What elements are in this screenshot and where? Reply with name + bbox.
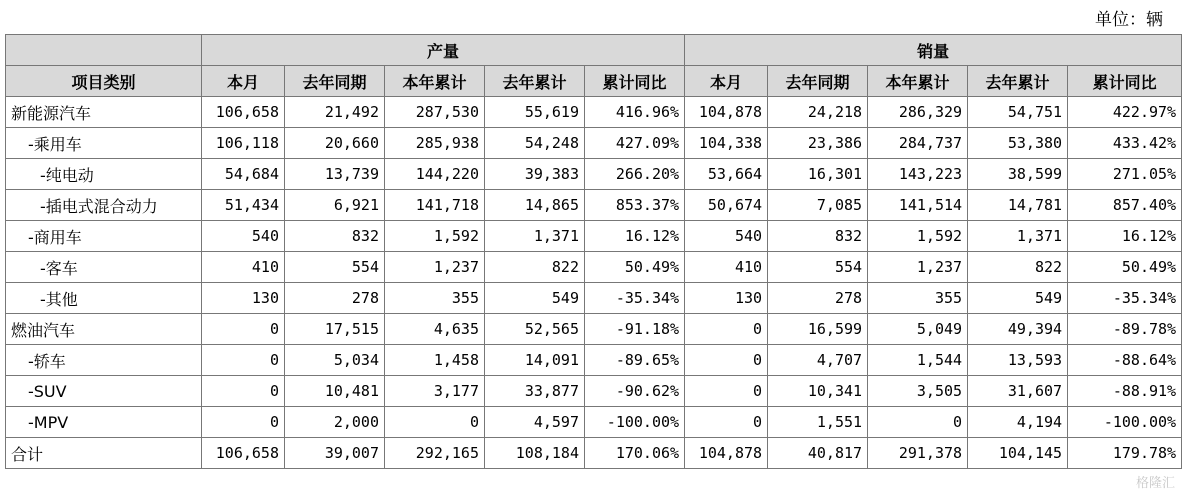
table-cell: 1,371 <box>968 221 1068 252</box>
table-cell: 104,878 <box>685 97 768 128</box>
table-cell: 822 <box>485 252 585 283</box>
table-cell: 16,301 <box>768 159 868 190</box>
table-cell: 433.42% <box>1068 128 1182 159</box>
table-cell: 355 <box>385 283 485 314</box>
table-cell: 3,177 <box>385 376 485 407</box>
column-header: 本年累计 <box>385 66 485 97</box>
table-cell: 0 <box>685 376 768 407</box>
sales-group-header: 销量 <box>685 35 1182 66</box>
table-row <box>6 345 1182 376</box>
table-row <box>6 128 1182 159</box>
column-header: 去年累计 <box>485 66 585 97</box>
row-label: 新能源汽车 <box>6 97 202 128</box>
table-cell: 5,049 <box>868 314 968 345</box>
table-cell: 54,684 <box>202 159 285 190</box>
table-cell: 39,007 <box>285 438 385 469</box>
table-cell: 104,145 <box>968 438 1068 469</box>
table-cell: 106,658 <box>202 97 285 128</box>
table-cell: 21,492 <box>285 97 385 128</box>
table-cell: 14,781 <box>968 190 1068 221</box>
production-group-header: 产量 <box>202 35 685 66</box>
table-cell: 278 <box>768 283 868 314</box>
column-header: 本月 <box>202 66 285 97</box>
table-cell: 822 <box>968 252 1068 283</box>
table-cell: 427.09% <box>585 128 685 159</box>
table-cell: 554 <box>768 252 868 283</box>
table-cell: 179.78% <box>1068 438 1182 469</box>
table-cell: 549 <box>968 283 1068 314</box>
table-cell: 549 <box>485 283 585 314</box>
table-cell: 20,660 <box>285 128 385 159</box>
production-sales-table <box>5 34 1182 469</box>
row-label: -商用车 <box>6 221 202 252</box>
unit-label: 单位：辆 <box>1095 10 1163 30</box>
table-cell: 141,514 <box>868 190 968 221</box>
table-cell: 0 <box>202 314 285 345</box>
table-cell: -35.34% <box>1068 283 1182 314</box>
table-cell: 54,248 <box>485 128 585 159</box>
row-label: -客车 <box>6 252 202 283</box>
table-cell: -88.91% <box>1068 376 1182 407</box>
table-cell: 17,515 <box>285 314 385 345</box>
table-cell: 285,938 <box>385 128 485 159</box>
table-cell: -100.00% <box>585 407 685 438</box>
table-cell: 39,383 <box>485 159 585 190</box>
table-cell: 416.96% <box>585 97 685 128</box>
table-body <box>6 97 1182 469</box>
table-row <box>6 97 1182 128</box>
table-cell: 0 <box>202 345 285 376</box>
table-cell: 53,380 <box>968 128 1068 159</box>
table-cell: 10,481 <box>285 376 385 407</box>
table-row <box>6 314 1182 345</box>
column-header: 本年累计 <box>868 66 968 97</box>
table-cell: 1,237 <box>385 252 485 283</box>
table-cell: 104,878 <box>685 438 768 469</box>
column-header: 累计同比 <box>585 66 685 97</box>
table-cell: 1,592 <box>385 221 485 252</box>
table-cell: 1,371 <box>485 221 585 252</box>
table-cell: 355 <box>868 283 968 314</box>
table-cell: 144,220 <box>385 159 485 190</box>
table-cell: 38,599 <box>968 159 1068 190</box>
table-cell: 0 <box>685 407 768 438</box>
row-label: 合计 <box>6 438 202 469</box>
table-cell: 106,118 <box>202 128 285 159</box>
table-cell: 10,341 <box>768 376 868 407</box>
column-header: 去年累计 <box>968 66 1068 97</box>
table-cell: 16.12% <box>585 221 685 252</box>
table-row <box>6 283 1182 314</box>
column-header: 去年同期 <box>285 66 385 97</box>
table-cell: -35.34% <box>585 283 685 314</box>
row-label: -纯电动 <box>6 159 202 190</box>
table-cell: 130 <box>685 283 768 314</box>
table-cell: 49,394 <box>968 314 1068 345</box>
table-row <box>6 438 1182 469</box>
table-cell: 292,165 <box>385 438 485 469</box>
table-cell: 271.05% <box>1068 159 1182 190</box>
table-cell: 7,085 <box>768 190 868 221</box>
table-cell: 0 <box>202 407 285 438</box>
group-header-row <box>6 35 1182 66</box>
row-label: -MPV <box>6 407 202 438</box>
table-cell: 5,034 <box>285 345 385 376</box>
table-cell: 287,530 <box>385 97 485 128</box>
table-row <box>6 252 1182 283</box>
table-cell: 4,635 <box>385 314 485 345</box>
table-cell: 0 <box>685 345 768 376</box>
table-cell: 832 <box>768 221 868 252</box>
table-cell: 0 <box>685 314 768 345</box>
table-cell: -91.18% <box>585 314 685 345</box>
table-cell: 141,718 <box>385 190 485 221</box>
table-cell: 50.49% <box>1068 252 1182 283</box>
table-cell: 554 <box>285 252 385 283</box>
table-cell: 1,544 <box>868 345 968 376</box>
table-cell: -90.62% <box>585 376 685 407</box>
table-cell: -100.00% <box>1068 407 1182 438</box>
table-row <box>6 159 1182 190</box>
table-cell: 50.49% <box>585 252 685 283</box>
row-label: -插电式混合动力 <box>6 190 202 221</box>
column-header-row <box>6 66 1182 97</box>
corner-cell <box>6 35 202 66</box>
table-cell: 0 <box>868 407 968 438</box>
table-cell: 14,865 <box>485 190 585 221</box>
row-label: 燃油汽车 <box>6 314 202 345</box>
table-cell: 291,378 <box>868 438 968 469</box>
table-cell: 33,877 <box>485 376 585 407</box>
table-cell: 16,599 <box>768 314 868 345</box>
table-cell: 1,237 <box>868 252 968 283</box>
row-label: -其他 <box>6 283 202 314</box>
column-header: 本月 <box>685 66 768 97</box>
table-cell: 0 <box>202 376 285 407</box>
table-cell: -88.64% <box>1068 345 1182 376</box>
table-cell: 410 <box>202 252 285 283</box>
table-cell: 284,737 <box>868 128 968 159</box>
table-cell: 0 <box>385 407 485 438</box>
table-cell: -89.65% <box>585 345 685 376</box>
table-row <box>6 221 1182 252</box>
table-cell: 1,592 <box>868 221 968 252</box>
table-cell: 422.97% <box>1068 97 1182 128</box>
table-cell: 23,386 <box>768 128 868 159</box>
table-cell: 55,619 <box>485 97 585 128</box>
table-cell: 1,551 <box>768 407 868 438</box>
table-cell: 540 <box>202 221 285 252</box>
category-header: 项目类别 <box>6 66 202 97</box>
table-cell: 31,607 <box>968 376 1068 407</box>
table-cell: 4,707 <box>768 345 868 376</box>
table-cell: 108,184 <box>485 438 585 469</box>
table-cell: 54,751 <box>968 97 1068 128</box>
table-cell: 24,218 <box>768 97 868 128</box>
table-cell: 1,458 <box>385 345 485 376</box>
table-row <box>6 376 1182 407</box>
table-cell: 13,739 <box>285 159 385 190</box>
column-header: 去年同期 <box>768 66 868 97</box>
table-cell: 170.06% <box>585 438 685 469</box>
table-cell: 853.37% <box>585 190 685 221</box>
table-cell: 3,505 <box>868 376 968 407</box>
table-cell: 410 <box>685 252 768 283</box>
table-cell: 278 <box>285 283 385 314</box>
table-row <box>6 407 1182 438</box>
table-cell: 4,597 <box>485 407 585 438</box>
table-cell: 40,817 <box>768 438 868 469</box>
table-cell: 13,593 <box>968 345 1068 376</box>
table-cell: 832 <box>285 221 385 252</box>
table-cell: 104,338 <box>685 128 768 159</box>
table-cell: 53,664 <box>685 159 768 190</box>
table-cell: 52,565 <box>485 314 585 345</box>
table-cell: 4,194 <box>968 407 1068 438</box>
watermark: 格隆汇 <box>1135 476 1175 491</box>
table-cell: 50,674 <box>685 190 768 221</box>
table-cell: 16.12% <box>1068 221 1182 252</box>
table-row <box>6 190 1182 221</box>
row-label: -乘用车 <box>6 128 202 159</box>
table-cell: 857.40% <box>1068 190 1182 221</box>
table-cell: 266.20% <box>585 159 685 190</box>
table-cell: 130 <box>202 283 285 314</box>
table-cell: 6,921 <box>285 190 385 221</box>
table-cell: 2,000 <box>285 407 385 438</box>
table-cell: 286,329 <box>868 97 968 128</box>
table-cell: 51,434 <box>202 190 285 221</box>
row-label: -轿车 <box>6 345 202 376</box>
row-label: -SUV <box>6 376 202 407</box>
table-cell: 540 <box>685 221 768 252</box>
column-header: 累计同比 <box>1068 66 1182 97</box>
table-cell: -89.78% <box>1068 314 1182 345</box>
table-cell: 106,658 <box>202 438 285 469</box>
table-cell: 14,091 <box>485 345 585 376</box>
table-cell: 143,223 <box>868 159 968 190</box>
